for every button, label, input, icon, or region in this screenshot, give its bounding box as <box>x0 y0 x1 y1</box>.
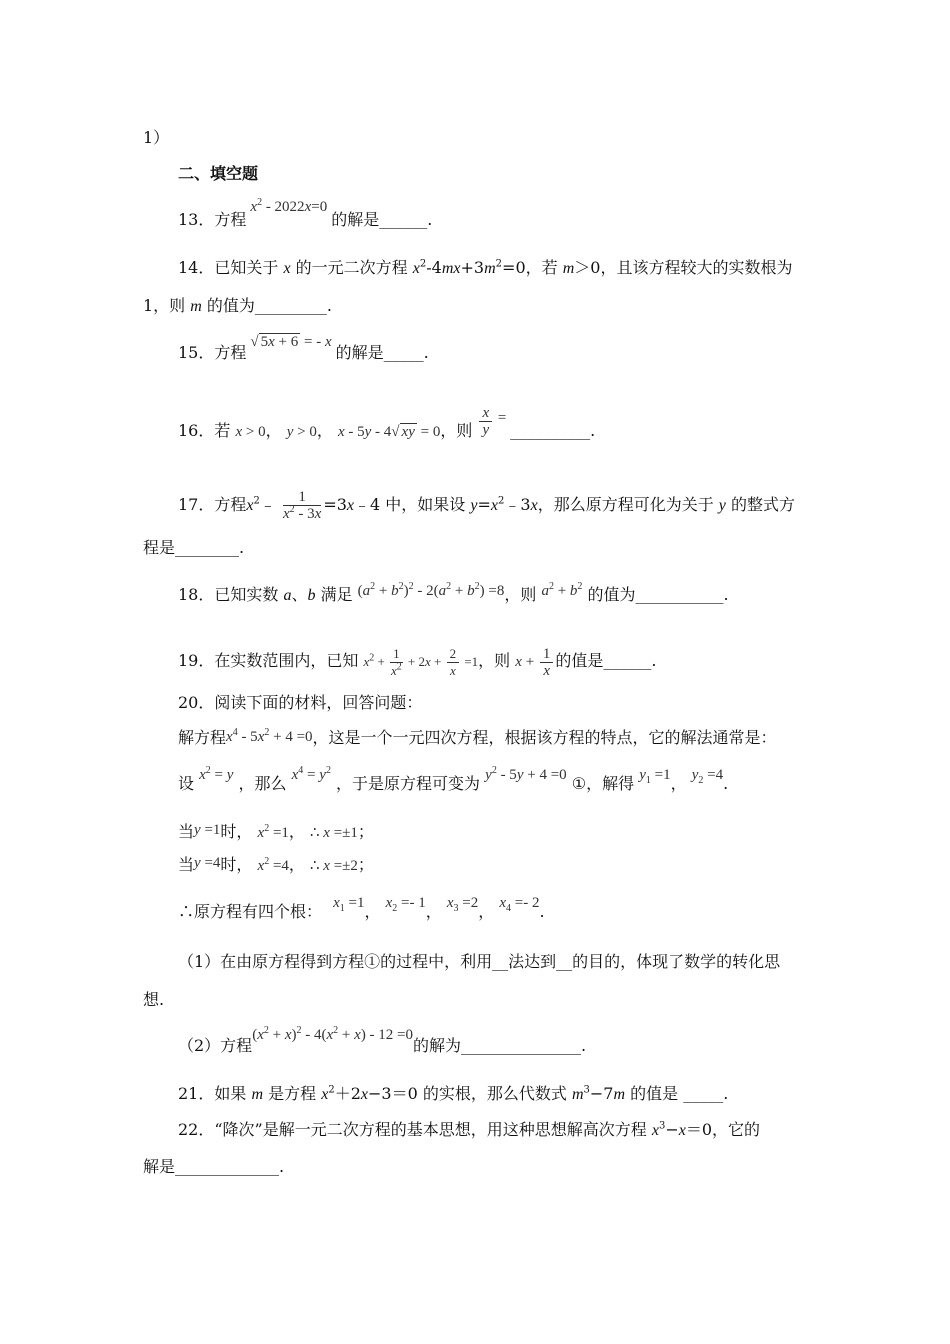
q20-p4-text-b: 时， <box>220 855 253 874</box>
q20-sub2 <box>178 1025 587 1057</box>
q13-text-a: 方程 <box>214 210 247 229</box>
q18-text-c: 的值为___________. <box>587 585 729 604</box>
q20-para4: 当y =4时， $x^2 =4$， ∴ x =±2； <box>178 855 374 874</box>
q16-cond2: y > 0 <box>286 424 317 440</box>
section-title: 二、填空题 <box>178 164 259 183</box>
q22-line2: 解是_____________. <box>143 1157 285 1176</box>
question-16: 16．若 x > 0， y > 0， x - 5y - 4√ xy = 0，则 $\frac{x}{y}$ = __________. <box>178 405 596 440</box>
q19-equation: $x^2$ + $\frac{1}{x^2}$ + 2x + $\frac{2}{x}$ =1 <box>363 646 479 679</box>
q14-text: 已知关于 x 的一元二次方程 $x^2-4mx+3m^2=0$，若 m＞0，且该方程较大的实数根为 <box>214 258 793 277</box>
q20-p2-text-d: ①，解得 <box>571 774 635 793</box>
q17-x2: $x^2﹣$ <box>246 495 276 514</box>
q15-text-b: 的解是_____. <box>335 343 429 362</box>
q17-fraction: $\frac{1}{x^2 - 3x}$ <box>282 489 322 522</box>
q20-p3-m3: ∴ x =±1 <box>310 825 358 841</box>
q20-p4-m3: ∴ x =±2 <box>310 858 358 874</box>
q20-number: 20． <box>178 693 215 712</box>
page-fragment: 1） <box>143 128 170 147</box>
question-20 <box>178 693 422 713</box>
q15-number: 15． <box>178 343 215 362</box>
q20-root-x3: $x_3 =2$ <box>446 895 479 914</box>
question-22 <box>178 1120 760 1141</box>
q14-number: 14． <box>178 258 215 277</box>
q21-text: 如果 m 是方程 $x^2+2x-3=0$ 的实根，那么代数式 $m^3-7m$ 的值是 _____. <box>214 1084 729 1103</box>
q19-text-a: 在实数范围内，已知 <box>214 650 359 670</box>
q20-root-x1: $x_1 =1$ <box>333 895 365 914</box>
q20-p2-sub2: $x^4 = y^2$ <box>291 765 331 783</box>
question-13 <box>178 197 433 231</box>
q16-blank: __________. <box>510 421 596 440</box>
q13-text-b: 的解是______. <box>331 210 433 229</box>
q16-cond3: x - 5y - 4√ xy = 0 <box>337 424 441 440</box>
q20-p2-text-c: ，于是原方程可变为 <box>336 774 481 793</box>
q22-text: “降次”是解一元二次方程的基本思想，用这种思想解高次方程 $x^3-x=0$，它的 <box>214 1120 761 1139</box>
q20-p2-text-a: 设 <box>178 774 195 793</box>
q17-line2: 程是________. <box>143 538 245 557</box>
q18-equation: $(a^2 + b^2)^2 - 2(a^2 + b^2) =8$ <box>357 581 505 599</box>
q18-number: 18． <box>178 585 215 604</box>
q20-s2-text-b: 的解为_______________. <box>413 1036 587 1055</box>
q20-p4-m1: y =4 <box>194 855 221 871</box>
q16-text-a: 若 <box>214 421 231 440</box>
q19-text-c: 的值是______. <box>555 650 657 670</box>
q20-sub1-line2: 想. <box>143 990 165 1009</box>
q16-text-b: ，则 <box>440 421 473 440</box>
q20-intro: 阅读下面的材料，回答问题： <box>214 693 423 712</box>
q20-p2-root2: $y_2 =4$ <box>691 767 724 786</box>
q20-root-x4: $x_4 =- 2$ <box>499 895 540 914</box>
q16-fraction: $\frac{x}{y}$ <box>479 405 492 438</box>
q17-text-b: =3x﹣4 中，如果设 $y=x^2﹣3x$，那么原方程可化为关于 y 的整式方 <box>323 495 795 514</box>
q20-p3-m2: $x^2 =1$ <box>257 823 289 841</box>
question-18 <box>178 581 729 606</box>
question-19 <box>178 646 657 679</box>
q20-p2-eq: $y^2 - 5y + 4 =0$ <box>485 765 567 783</box>
q20-para5: ∴原方程有四个根： $x_1 =1$， $x_2 =- 1$， $x_3 =2$， $x_4 =- 2$. <box>178 895 545 921</box>
q20-p2-root1: $y_1 =1$ <box>639 767 671 786</box>
q20-p1-text-a: 解方程 <box>178 728 227 747</box>
q13-equation: $x^2 - 2022x=0$ <box>250 197 328 215</box>
q20-p1-equation: $x^4 - 5x^2 + 4 =0$ <box>226 727 313 745</box>
q20-para3: 当y =1时， $x^2 =1$， ∴ x =±1； <box>178 822 374 841</box>
question-21 <box>178 1084 728 1105</box>
q21-number: 21． <box>178 1084 215 1103</box>
q16-number: 16． <box>178 421 215 440</box>
q20-p4-text-a: 当 <box>178 855 195 874</box>
q20-root-x2: $x_2 =- 1$ <box>385 895 426 914</box>
q20-p2-sub1: $x^2 = y$ <box>199 765 234 783</box>
question-15 <box>178 334 429 364</box>
q17-text-a: 方程 <box>214 495 247 514</box>
q19-number: 19． <box>178 650 215 670</box>
q20-p5-text: ∴原方程有四个根： <box>178 902 323 921</box>
q20-p3-m1: y =1 <box>194 822 221 838</box>
q16-cond1: x > 0 <box>235 424 266 440</box>
q18-text-b: ，则 <box>504 585 537 604</box>
q14-line2: 1，则 m 的值为_________. <box>143 296 333 315</box>
q20-p4-m2: $x^2 =4$ <box>257 856 289 874</box>
q15-text-a: 方程 <box>214 343 247 362</box>
q20-s2-text-a: （2）方程 <box>178 1036 253 1055</box>
q20-para2: 设 $x^2 = y$ ，那么 $x^4 = y^2$ ，于是原方程可变为 $y^2 - 5y + 4 =0$ ①，解得 $y_1 =1$， $y_2 =4$. <box>178 765 729 793</box>
q20-p3-text-a: 当 <box>178 822 195 841</box>
q18-expr: $a^2 + b^2$ <box>541 581 583 599</box>
q19-text-b: ，则 <box>478 650 511 670</box>
question-14 <box>178 258 792 279</box>
q18-text-a: 已知实数 a、b 满足 <box>214 585 353 604</box>
q20-p2-text-b: ，那么 <box>238 774 287 793</box>
q19-expr: x + $\frac{1}{x}$ <box>515 654 555 670</box>
q13-number: 13． <box>178 210 215 229</box>
q15-equation: √ 5x + 6 = - x <box>250 334 332 350</box>
q20-para1 <box>178 728 777 749</box>
question-17 <box>178 489 795 522</box>
q20-p1-text-b: ，这是一个一元四次方程，根据该方程的特点，它的解法通常是： <box>312 728 777 747</box>
q20-s2-equation: $(x^2 + x)^2 - 4(x^2 + x) - 12 =0$ <box>252 1025 414 1043</box>
q20-p3-text-b: 时， <box>220 822 253 841</box>
q22-number: 22． <box>178 1120 215 1139</box>
q20-sub1-line1: （1）在由原方程得到方程①的过程中，利用__法达到__的目的，体现了数学的转化思 <box>178 952 781 971</box>
q17-number: 17． <box>178 495 215 514</box>
